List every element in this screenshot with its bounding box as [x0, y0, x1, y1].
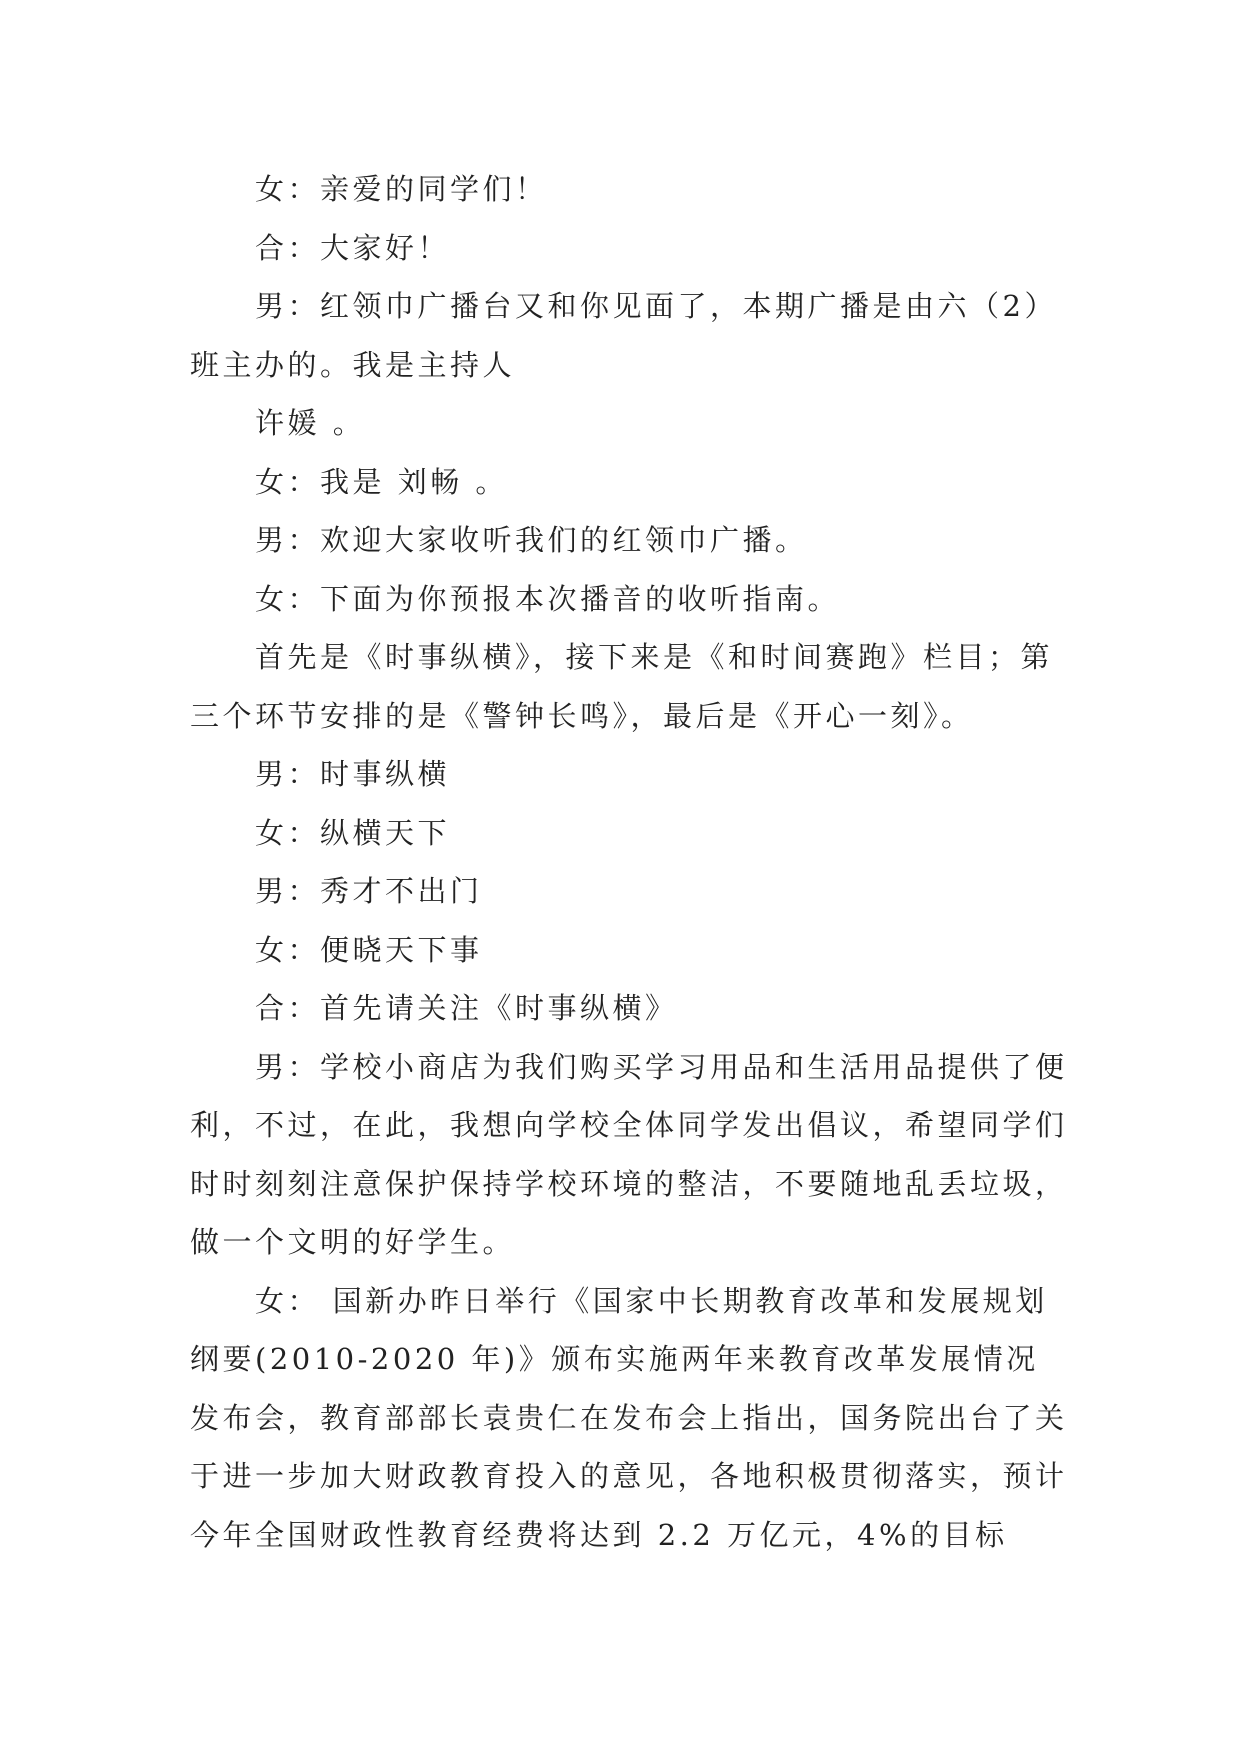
paragraph: 女：纵横天下: [255, 815, 451, 850]
paragraph: 女： 国新办昨日举行《国家中长期教育改革和发展规划纲要(2010-2020 年)》颁布实施两年来教育改革发展情况发布会，教育部部长袁贵仁在发布会上指出，国务院出台了关于进一步加大财政教育投入的意见，各地积极贯彻落实，预计今年全国财政性教育经费将达到 2.2 万亿元，4%的目标: [190, 1283, 1068, 1552]
paragraph: 女：我是 刘畅 。: [255, 464, 508, 499]
paragraph: 许媛 。: [255, 406, 366, 440]
paragraph: 男：欢迎大家收听我们的红领巾广播。: [255, 523, 808, 557]
paragraph: 男：时事纵横: [255, 757, 451, 791]
paragraph: 男：秀才不出门: [255, 874, 483, 908]
paragraph: 男：学校小商店为我们购买学习用品和生活用品提供了便利，不过，在此，我想向学校全体同学发出倡议，希望同学们时时刻刻注意保护保持学校环境的整洁，不要随地乱丢垃圾，做一个文明的好学生。: [190, 1049, 1068, 1259]
paragraph: 合：首先请关注《时事纵横》: [255, 991, 678, 1025]
broadcast-script-body: [190, 160, 1070, 1564]
paragraph: 女：下面为你预报本次播音的收听指南。: [255, 581, 841, 616]
paragraph: 女：亲爱的同学们！: [255, 172, 548, 206]
paragraph: 首先是《时事纵横》，接下来是《和时间赛跑》栏目；第三个环节安排的是《警钟长鸣》，最后是《开心一刻》。: [190, 640, 1054, 733]
paragraph: 女：便晓天下事: [255, 932, 483, 967]
paragraph: 合：大家好！: [255, 230, 451, 265]
paragraph: 男：红领巾广播台又和你见面了，本期广播是由六（2）班主办的。我是主持人: [190, 289, 1057, 382]
